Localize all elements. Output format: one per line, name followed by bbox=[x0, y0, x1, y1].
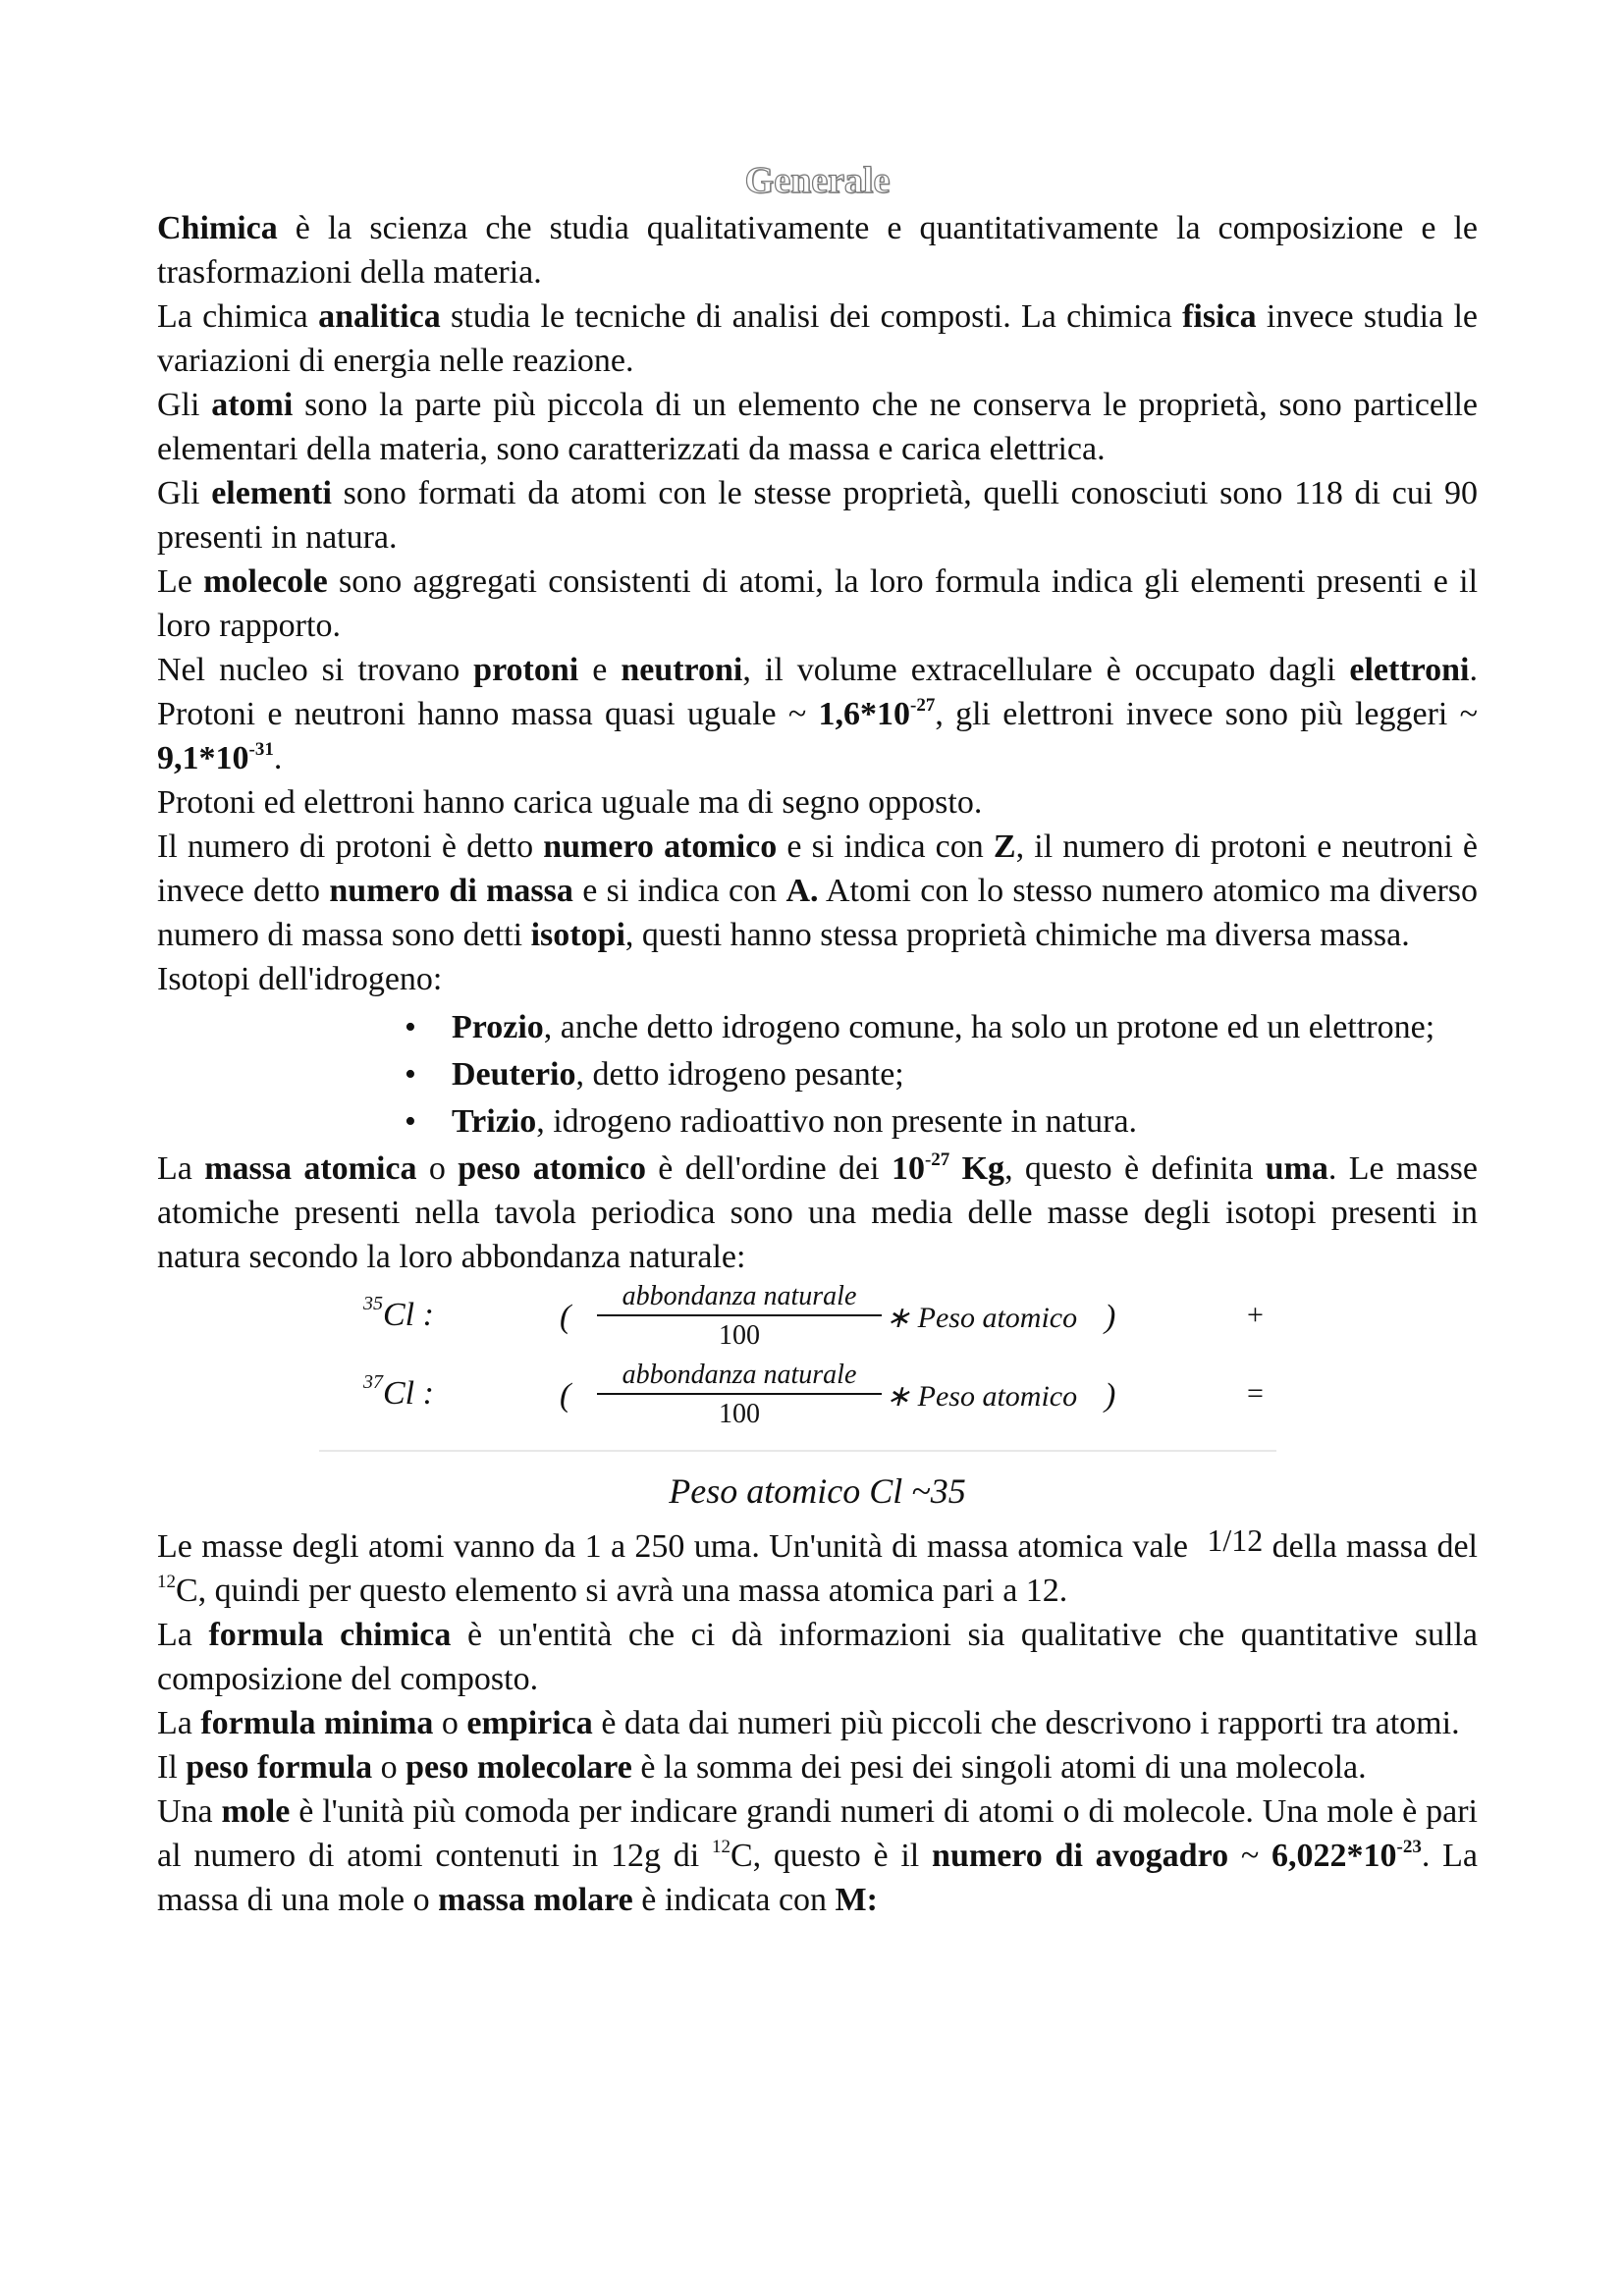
text: La chimica bbox=[157, 298, 319, 335]
close-paren: ) bbox=[1105, 1299, 1116, 1335]
mass-number: 12 bbox=[157, 1572, 176, 1592]
text: è l'unità più comoda per indicare grandi numeri di atomi o di molecole. Una mole è pari al numero di atomi contenuti in 12g di bbox=[157, 1793, 1478, 1874]
text: , il numero di protoni e neutroni è invece detto bbox=[157, 828, 1479, 909]
paragraph-peso-formula bbox=[157, 1745, 1478, 1789]
numerator: abbondanza naturale bbox=[597, 1279, 882, 1316]
term-peso-molecolare: peso molecolare bbox=[406, 1749, 632, 1786]
text: Nel nucleo si trovano bbox=[157, 652, 474, 688]
isotope-name: Prozio bbox=[452, 1009, 544, 1045]
page-title: Generale bbox=[744, 160, 891, 201]
term-elettroni: elettroni bbox=[1349, 652, 1470, 688]
term-numero-di-avogadro: numero di avogadro bbox=[932, 1838, 1229, 1874]
text: . bbox=[273, 740, 283, 776]
text: e si indica con bbox=[777, 828, 994, 865]
term-massa-atomica: massa atomica bbox=[204, 1150, 417, 1187]
text: studia le tecniche di analisi dei composti. La chimica bbox=[440, 298, 1183, 335]
value-uma-order bbox=[892, 1150, 1004, 1187]
isotope-symbol bbox=[363, 1293, 434, 1334]
text: . Protoni e neutroni hanno massa quasi uguale ~ bbox=[157, 652, 1478, 732]
paragraph-formula-minima bbox=[157, 1701, 1478, 1745]
text: Le masse degli atomi vanno da 1 a 250 uma. Un'unità di massa atomica vale bbox=[157, 1528, 1198, 1565]
list-item bbox=[452, 1005, 1478, 1049]
operator: = bbox=[1247, 1377, 1264, 1410]
isotope-name: Deuterio bbox=[452, 1056, 576, 1093]
multiplier: ∗ Peso atomico bbox=[886, 1302, 1078, 1334]
paragraph-numero-atomico bbox=[157, 825, 1478, 957]
operator: + bbox=[1247, 1299, 1264, 1331]
text: è la scienza che studia qualitativamente e quantitativamente la composizione e le trasformazioni della materia. bbox=[157, 210, 1478, 291]
term-formula-minima: formula minima bbox=[200, 1705, 434, 1741]
text: è la somma dei pesi dei singoli atomi di una molecola. bbox=[631, 1749, 1367, 1786]
divider bbox=[319, 1450, 1276, 1452]
exponent: -31 bbox=[248, 739, 274, 760]
text: C, questo è il bbox=[730, 1838, 933, 1874]
term-neutroni: neutroni bbox=[621, 652, 743, 688]
result-line: Peso atomico Cl ~35 bbox=[669, 1471, 966, 1511]
text: è data dai numeri più piccoli che descrivono i rapporti tra atomi. bbox=[592, 1705, 1460, 1741]
text: Gli bbox=[157, 387, 212, 423]
text: . Le masse atomiche presenti nella tavola periodica sono una media delle masse degli isotopi presenti in natura secondo la loro abbondanza naturale: bbox=[157, 1150, 1479, 1275]
term-isotopi: isotopi bbox=[530, 917, 625, 953]
term-fisica: fisica bbox=[1182, 298, 1257, 335]
mantissa: 9,1*10 bbox=[157, 740, 249, 776]
list-item bbox=[452, 1099, 1478, 1144]
mass-number: 35 bbox=[363, 1293, 383, 1314]
text: . La massa di una mole o bbox=[157, 1838, 1479, 1918]
isotope-name: Trizio bbox=[452, 1103, 537, 1140]
text: , gli elettroni invece sono più leggeri ~ bbox=[935, 696, 1479, 732]
text: , questi hanno stessa proprietà chimiche ma diversa massa. bbox=[624, 917, 1410, 953]
isotope-text: , idrogeno radioattivo non presente in natura. bbox=[536, 1103, 1138, 1140]
element: Cl : bbox=[383, 1375, 434, 1412]
value-avogadro bbox=[1271, 1838, 1422, 1874]
text: ~ bbox=[1228, 1838, 1272, 1874]
isotope-list bbox=[157, 1005, 1478, 1144]
text: e bbox=[578, 652, 622, 688]
text: o bbox=[416, 1150, 459, 1187]
text: Le bbox=[157, 563, 204, 600]
text: La bbox=[157, 1617, 209, 1653]
isotope-symbol bbox=[363, 1371, 434, 1413]
denominator: 100 bbox=[719, 1320, 760, 1351]
term-formula-chimica: formula chimica bbox=[208, 1617, 452, 1653]
fraction bbox=[597, 1358, 882, 1434]
mass-number: 12 bbox=[711, 1837, 730, 1857]
text: è dell'ordine dei bbox=[645, 1150, 892, 1187]
term-protoni: protoni bbox=[473, 652, 579, 688]
paragraph-mole bbox=[157, 1789, 1478, 1922]
fraction bbox=[597, 1279, 882, 1356]
equation-cl37 bbox=[157, 1358, 1478, 1436]
mantissa: 10 bbox=[891, 1150, 925, 1187]
term-atomi: atomi bbox=[211, 387, 294, 423]
exponent: -23 bbox=[1396, 1837, 1422, 1857]
term-peso-formula: peso formula bbox=[186, 1749, 373, 1786]
term-peso-atomico: peso atomico bbox=[458, 1150, 646, 1187]
term-analitica: analitica bbox=[318, 298, 441, 335]
text: o bbox=[433, 1705, 467, 1741]
text: , il volume extracellulare è occupato dagli bbox=[742, 652, 1350, 688]
paragraph-nucleo bbox=[157, 648, 1478, 780]
text: , questo è definita bbox=[1004, 1150, 1266, 1187]
open-paren: ( bbox=[560, 1377, 571, 1414]
text: Il bbox=[157, 1749, 187, 1786]
term-molecole: molecole bbox=[203, 563, 328, 600]
term-chimica: Chimica bbox=[157, 210, 278, 246]
text: è indicata con bbox=[632, 1882, 836, 1918]
text: Il numero di protoni è detto bbox=[157, 828, 544, 865]
value-electron-mass bbox=[157, 740, 274, 776]
text: Isotopi dell'idrogeno: bbox=[157, 961, 443, 997]
paragraph-atomi bbox=[157, 383, 1478, 471]
text: Atomi con lo stesso numero atomico ma diverso numero di massa sono detti bbox=[157, 873, 1478, 953]
text: La bbox=[157, 1150, 205, 1187]
exponent: -27 bbox=[910, 695, 936, 716]
paragraph-elementi bbox=[157, 471, 1478, 560]
paragraph-uma bbox=[157, 1519, 1478, 1613]
term-mole: mole bbox=[221, 1793, 291, 1830]
equation-cl35 bbox=[157, 1279, 1478, 1358]
value-proton-mass bbox=[819, 696, 936, 732]
close-paren: ) bbox=[1105, 1377, 1116, 1414]
text: è un'entità che ci dà informazioni sia qualitative che quantitative sulla composizione del composto. bbox=[157, 1617, 1478, 1697]
term-numero-di-massa: numero di massa bbox=[329, 873, 573, 909]
term-elementi: elementi bbox=[211, 475, 332, 511]
mantissa: 6,022*10 bbox=[1271, 1838, 1397, 1874]
mantissa: 1,6*10 bbox=[818, 696, 911, 732]
text: sono formati da atomi con le stesse proprietà, quelli conosciuti sono 118 di cui 90 presenti in natura. bbox=[157, 475, 1478, 556]
text: della massa del bbox=[1263, 1528, 1478, 1565]
text: sono la parte più piccola di un elemento che ne conserva le proprietà, sono particelle elementari della materia, sono caratterizzati da massa e carica elettrica. bbox=[157, 387, 1478, 467]
text: Protoni ed elettroni hanno carica uguale ma di segno opposto. bbox=[157, 784, 983, 821]
document-page bbox=[157, 157, 1478, 1922]
term-a: A. bbox=[785, 873, 819, 909]
term-numero-atomico: numero atomico bbox=[543, 828, 778, 865]
denominator: 100 bbox=[719, 1399, 760, 1429]
numerator: abbondanza naturale bbox=[597, 1358, 882, 1395]
term-massa-molare: massa molare bbox=[438, 1882, 633, 1918]
paragraph-carica bbox=[157, 780, 1478, 825]
element: Cl : bbox=[383, 1297, 434, 1333]
text: o bbox=[372, 1749, 406, 1786]
term-empirica: empirica bbox=[466, 1705, 593, 1741]
paragraph-isotopi-idrogeno bbox=[157, 957, 1478, 1001]
text: e si indica con bbox=[572, 873, 786, 909]
paragraph-formula-chimica bbox=[157, 1613, 1478, 1701]
multiplier: ∗ Peso atomico bbox=[886, 1380, 1078, 1413]
paragraph-massa-atomica bbox=[157, 1147, 1478, 1279]
paragraph-analitica bbox=[157, 294, 1478, 383]
list-item bbox=[452, 1052, 1478, 1096]
unit: Kg bbox=[949, 1150, 1005, 1187]
term-z: Z bbox=[993, 828, 1016, 865]
text: Gli bbox=[157, 475, 212, 511]
text: invece studia le variazioni di energia nelle reazione. bbox=[157, 298, 1478, 379]
text: C, quindi per questo elemento si avrà una massa atomica pari a 12. bbox=[176, 1573, 1068, 1609]
text: Una bbox=[157, 1793, 222, 1830]
exponent: -27 bbox=[924, 1149, 950, 1170]
term-m: M: bbox=[835, 1882, 878, 1918]
paragraph-chimica bbox=[157, 206, 1478, 294]
isotope-text: , detto idrogeno pesante; bbox=[575, 1056, 904, 1093]
text: La bbox=[157, 1705, 201, 1741]
text: sono aggregati consistenti di atomi, la loro formula indica gli elementi presenti e il loro rapporto. bbox=[157, 563, 1479, 644]
term-uma: uma bbox=[1265, 1150, 1328, 1187]
mass-number: 37 bbox=[363, 1371, 383, 1393]
open-paren: ( bbox=[560, 1299, 571, 1335]
inline-fraction: 1/12 bbox=[1207, 1522, 1264, 1558]
isotope-text: , anche detto idrogeno comune, ha solo un protone ed un elettrone; bbox=[543, 1009, 1435, 1045]
paragraph-molecole bbox=[157, 560, 1478, 648]
